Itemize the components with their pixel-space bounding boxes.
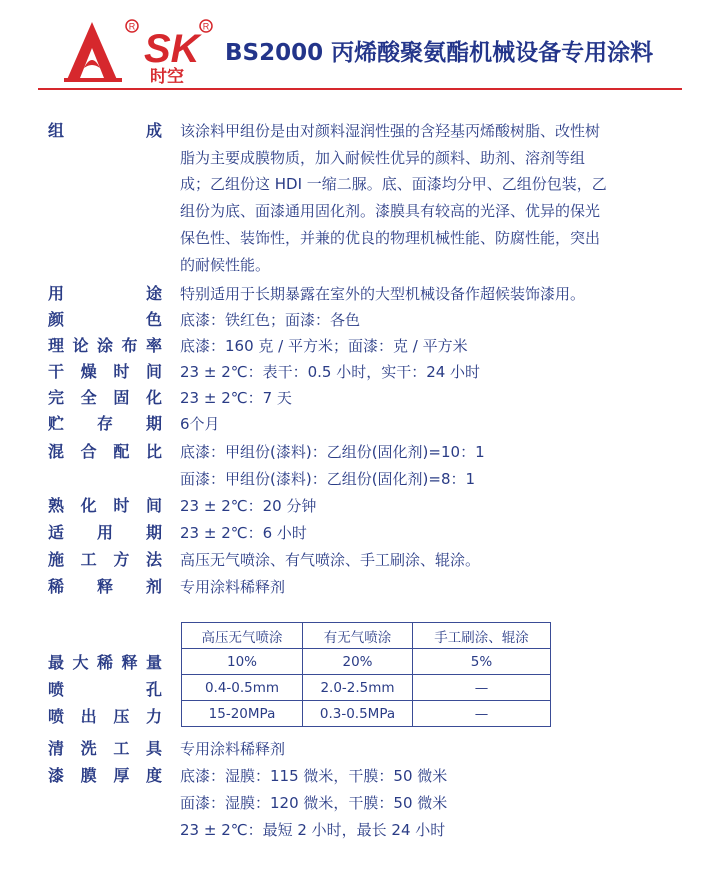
svg-text:SK: SK [144,27,200,71]
value-cure: 23 ± 2℃：7 天 [180,389,292,407]
label-maturation: 熟化时间 [48,496,162,515]
table-row [182,701,551,727]
label-composition: 组成 [48,121,162,140]
table-cell: 20% [303,649,413,675]
label-nozzle: 喷孔 [48,680,162,699]
table-cell: 5% [413,649,551,675]
value-film-base: 底漆：湿膜：115 微米，干膜：50 微米 [180,767,448,785]
table-cell: — [413,675,551,701]
table-cell: 0.4-0.5mm [182,675,303,701]
value-mixing-base: 底漆：甲组份(漆料)：乙组份(固化剂)=10：1 [180,443,485,461]
value-film-top: 面漆：湿膜：120 微米，干膜：50 微米 [180,794,448,812]
page-title: BS2000 丙烯酸聚氨酯机械设备专用涂料 [225,40,654,66]
table-header-row [182,623,551,649]
table-cell: 0.3-0.5MPa [303,701,413,727]
table-cell: 10% [182,649,303,675]
label-color: 颜色 [48,310,162,329]
table-header: 有无气喷涂 [303,623,413,649]
label-coverage: 理论涂布率 [48,336,162,355]
label-mixing: 混合配比 [48,442,162,461]
table-header: 手工刷涂、辊涂 [413,623,551,649]
composition-line: 该涂料甲组份是由对颜料湿润性强的含羟基丙烯酸树脂、改性树 [180,122,601,140]
value-film-interval: 23 ± 2℃：最短 2 小时，最长 24 小时 [180,821,446,839]
table-cell: — [413,701,551,727]
label-cure: 完全固化 [48,388,162,407]
composition-line: 保色性、装饰性，并兼的优良的物理机械性能、防腐性能，突出 [180,228,601,247]
label-method: 施工方法 [48,550,162,569]
value-color: 底漆：铁红色；面漆：各色 [180,311,361,329]
table-cell: 15-20MPa [182,701,303,727]
value-maturation: 23 ± 2℃：20 分钟 [180,497,317,515]
value-method: 高压无气喷涂、有气喷涂、手工刷涂、辊涂。 [180,551,481,569]
table-header: 高压无气喷涂 [182,623,303,649]
composition-line: 脂为主要成膜物质，加入耐候性优异的颜料、助剂、溶剂等组 [180,148,586,167]
value-cleaning: 专用涂料稀释剂 [180,740,286,758]
value-storage: 6个月 [180,415,220,433]
label-drying: 干燥时间 [48,362,162,381]
table-cell: 2.0-2.5mm [303,675,413,701]
value-coverage: 底漆：160 克 / 平方米；面漆：克 / 平方米 [180,337,468,355]
brand-logo [62,18,222,84]
label-pressure: 喷出压力 [48,707,162,726]
value-use: 特别适用于长期暴露在室外的大型机械设备作超候装饰漆用。 [180,285,586,303]
label-film-thickness: 漆膜厚度 [48,766,162,785]
label-use: 用途 [48,284,162,303]
spray-parameters-table [181,622,551,727]
svg-text:R: R [202,21,210,32]
label-thinner: 稀释剂 [48,577,162,596]
value-pot-life: 23 ± 2℃：6 小时 [180,524,307,542]
value-mixing-top: 面漆：甲组份(漆料)：乙组份(固化剂)=8：1 [180,470,476,488]
composition-line: 的耐候性能。 [180,255,271,274]
composition-line: 组份为底、面漆通用固化剂。漆膜具有较高的光泽、优异的保光 [180,202,601,221]
brand-name: 时空 [150,67,184,87]
svg-text:R: R [128,21,136,32]
table-row [182,649,551,675]
label-storage: 贮存期 [48,414,162,433]
header-divider [38,88,682,90]
composition-text [180,118,680,278]
value-drying: 23 ± 2℃：表干：0.5 小时，实干：24 小时 [180,363,481,381]
label-max-dilution: 最大稀释量 [48,653,162,672]
table-row [182,675,551,701]
label-cleaning: 清洗工具 [48,739,162,758]
value-thinner: 专用涂料稀释剂 [180,578,286,596]
composition-line: 成；乙组份这 HDI 一缩二脲。底、面漆均分甲、乙组份包装，乙 [180,175,607,194]
label-pot-life: 适用期 [48,523,162,542]
